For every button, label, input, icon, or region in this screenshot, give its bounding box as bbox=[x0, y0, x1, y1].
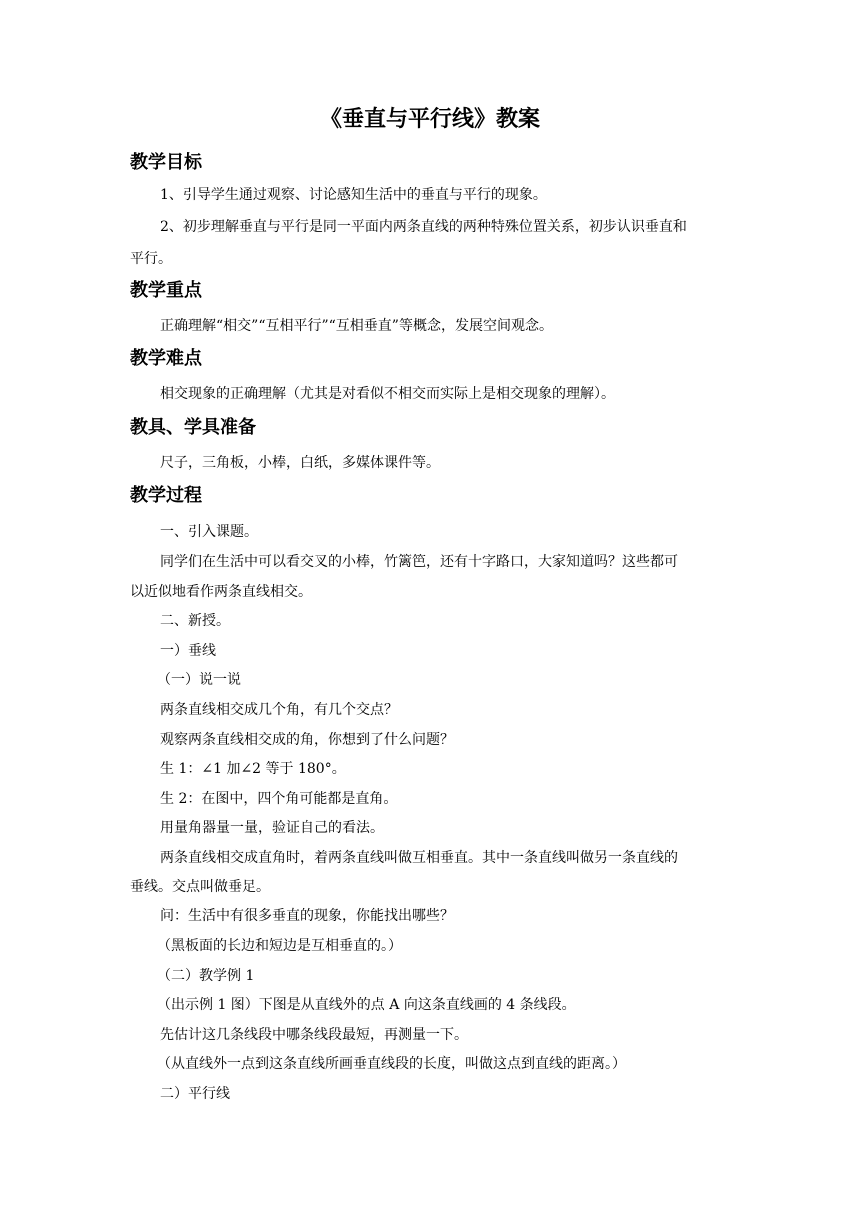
process-line-06: 两条直线相交成几个角，有几个交点？ bbox=[160, 702, 398, 718]
process-line-16: 先估计这几条线段中哪条线段最短，再测量一下。 bbox=[160, 1027, 468, 1043]
process-line-18: 二）平行线 bbox=[160, 1086, 230, 1102]
keypoints-line-1: 正确理解“相交”“互相平行”“互相垂直”等概念，发展空间观念。 bbox=[160, 318, 553, 334]
process-line-14: （二）教学例 1 bbox=[157, 968, 255, 984]
process-line-03: 二、新授。 bbox=[160, 613, 230, 629]
materials-line-1: 尺子，三角板，小棒，白纸，多媒体课件等。 bbox=[160, 455, 440, 471]
goals-line-2a: 2、初步理解垂直与平行是同一平面内两条直线的两种特殊位置关系，初步认识垂直和 bbox=[160, 219, 687, 235]
process-line-02b: 以近似地看作两条直线相交。 bbox=[130, 584, 312, 600]
difficulties-line-1: 相交现象的正确理解（尤其是对看似不相交而实际上是相交现象的理解）。 bbox=[160, 386, 615, 402]
process-line-11b: 垂线。交点叫做垂足。 bbox=[130, 879, 270, 895]
process-line-12: 问：生活中有很多垂直的现象，你能找出哪些？ bbox=[160, 908, 454, 924]
process-line-13: （黑板面的长边和短边是互相垂直的。） bbox=[157, 938, 402, 954]
process-line-04: 一）垂线 bbox=[160, 643, 216, 659]
process-line-02a: 同学们在生活中可以看交叉的小棒，竹篱笆，还有十字路口，大家知道吗？这些都可 bbox=[160, 554, 678, 570]
goals-line-1: 1、引导学生通过观察、讨论感知生活中的垂直与平行的现象。 bbox=[160, 187, 547, 203]
process-line-11a: 两条直线相交成直角时，着两条直线叫做互相垂直。其中一条直线叫做另一条直线的 bbox=[160, 850, 678, 866]
process-line-05: （一）说一说 bbox=[157, 672, 241, 688]
process-line-17: （从直线外一点到这条直线所画垂直线段的长度，叫做这点到直线的距离。） bbox=[157, 1056, 626, 1072]
process-line-01: 一、引入课题。 bbox=[160, 524, 258, 540]
goals-line-2b: 平行。 bbox=[130, 251, 172, 267]
heading-difficulties: 教学难点 bbox=[130, 348, 202, 369]
heading-goals: 教学目标 bbox=[130, 152, 202, 173]
heading-process: 教学过程 bbox=[130, 485, 202, 506]
heading-keypoints: 教学重点 bbox=[130, 280, 202, 301]
process-line-10: 用量角器量一量，验证自己的看法。 bbox=[160, 820, 384, 836]
process-line-15: （出示例 1 图）下图是从直线外的点 A 向这条直线画的 4 条线段。 bbox=[157, 997, 576, 1013]
heading-materials: 教具、学具准备 bbox=[130, 417, 256, 438]
process-line-08: 生 1：∠1 加∠2 等于 180°。 bbox=[160, 761, 346, 777]
process-line-07: 观察两条直线相交成的角，你想到了什么问题？ bbox=[160, 732, 454, 748]
document-title: 《垂直与平行线》教案 bbox=[319, 106, 540, 132]
process-line-09: 生 2：在图中，四个角可能都是直角。 bbox=[160, 791, 398, 807]
